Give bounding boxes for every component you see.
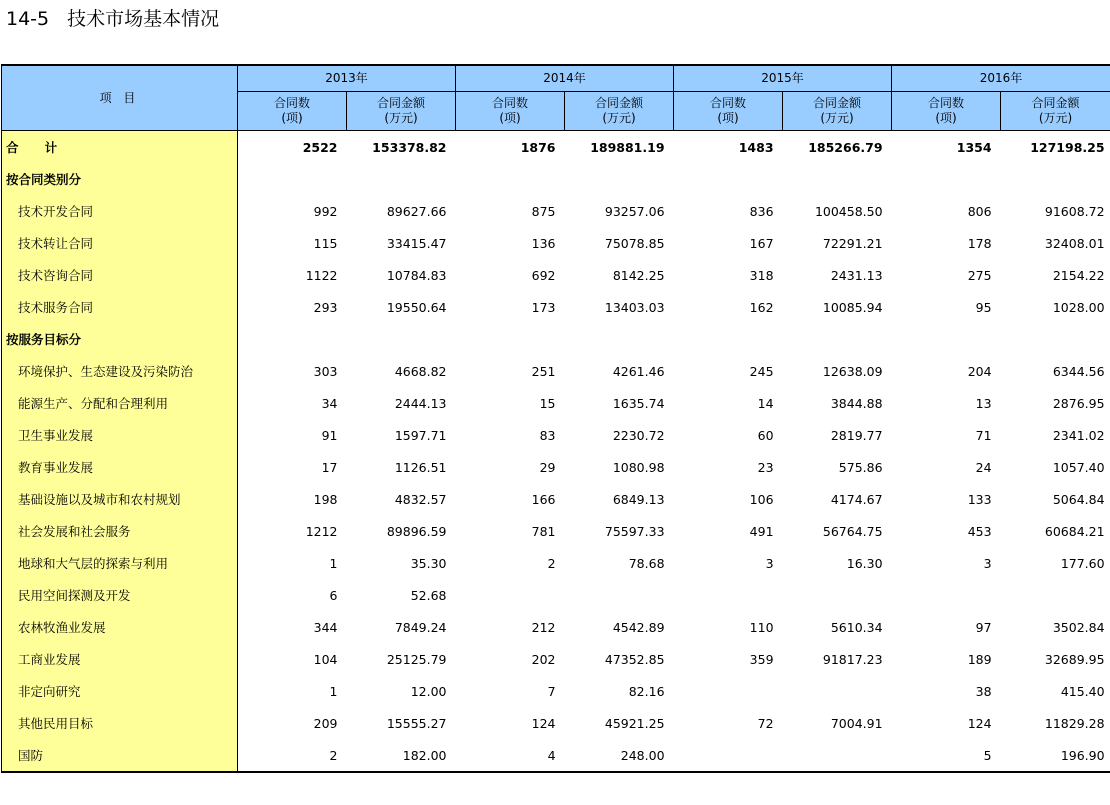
subheader-label: 合同金额 xyxy=(813,96,862,110)
contract-count-cell: 173 xyxy=(531,299,556,315)
row-label: 国防 xyxy=(2,739,238,772)
contract-amount-cell: 4832.57 xyxy=(394,491,447,507)
contract-amount-cell: 4174.67 xyxy=(830,491,883,507)
contract-amount-cell: 10085.94 xyxy=(822,299,883,315)
table-title: 技术市场基本情况 xyxy=(67,8,220,30)
contract-count-cell: 359 xyxy=(749,651,774,667)
contract-count-cell: 491 xyxy=(749,523,774,539)
contract-count-cell: 5 xyxy=(892,739,1001,772)
subheader-unit: (项) xyxy=(717,111,739,125)
subheader-unit: (万元) xyxy=(602,111,636,125)
contract-amount-cell: 1635.74 xyxy=(612,395,665,411)
table-row xyxy=(2,611,1110,643)
contract-count-cell: 692 xyxy=(531,267,556,283)
contract-amount-cell: 1080.98 xyxy=(612,459,665,475)
data-table xyxy=(1,64,1110,773)
contract-amount-cell xyxy=(783,579,892,611)
row-label: 合 计 xyxy=(2,131,238,164)
contract-count-cell xyxy=(456,323,565,355)
subheader-label: 合同金额 xyxy=(1031,96,1080,110)
year-header-2015: 2015年 xyxy=(674,65,892,92)
contract-count-cell xyxy=(456,579,565,611)
subheader-unit: (万元) xyxy=(384,111,418,125)
contract-amount-cell: 1057.40 xyxy=(1052,459,1105,475)
contract-amount-cell: 75078.85 xyxy=(604,235,665,251)
item-column-header: 项 目 xyxy=(2,65,238,131)
contract-count-cell: 72 xyxy=(757,715,774,731)
subheader-label: 合同金额 xyxy=(377,96,426,110)
contract-amount-cell: 91817.23 xyxy=(822,651,883,667)
table-row xyxy=(2,419,1110,451)
contract-count-cell: 1122 xyxy=(305,267,338,283)
page-title xyxy=(6,4,219,34)
contract-amount-cell: 2876.95 xyxy=(1052,395,1105,411)
table-row xyxy=(2,227,1110,259)
contract-amount-header xyxy=(783,92,892,131)
contract-count-cell: 245 xyxy=(749,363,774,379)
contract-amount-cell: 575.86 xyxy=(838,459,883,475)
contract-count-cell: 115 xyxy=(313,235,338,251)
contract-count-cell: 2 xyxy=(547,555,556,571)
table-row xyxy=(2,643,1110,675)
contract-amount-cell: 1597.71 xyxy=(394,427,447,443)
contract-amount-cell: 89627.66 xyxy=(386,203,447,219)
subheader-label: 合同数 xyxy=(710,96,747,110)
contract-amount-cell xyxy=(1001,163,1110,195)
contract-amount-cell xyxy=(783,323,892,355)
table-row xyxy=(2,355,1110,387)
contract-count-cell: 204 xyxy=(967,363,992,379)
contract-count-cell: 275 xyxy=(967,267,992,283)
contract-amount-cell: 32689.95 xyxy=(1044,651,1105,667)
contract-amount-cell: 13403.03 xyxy=(604,299,665,315)
subheader-unit: (项) xyxy=(499,111,521,125)
table-row xyxy=(2,387,1110,419)
contract-count-header xyxy=(892,92,1001,131)
contract-amount-cell xyxy=(347,163,456,195)
contract-amount-cell: 47352.85 xyxy=(604,651,665,667)
row-label: 社会发展和社会服务 xyxy=(2,515,238,547)
contract-count-cell: 106 xyxy=(749,491,774,507)
year-header-2014: 2014年 xyxy=(456,65,674,92)
contract-count-cell: 1 xyxy=(329,555,338,571)
contract-amount-cell: 12.00 xyxy=(410,683,447,699)
contract-count-cell: 104 xyxy=(313,651,338,667)
contract-amount-cell: 91608.72 xyxy=(1044,203,1105,219)
table-header xyxy=(2,65,1110,131)
contract-count-header xyxy=(238,92,347,131)
contract-count-cell xyxy=(674,579,783,611)
contract-count-header xyxy=(456,92,565,131)
contract-amount-cell: 75597.33 xyxy=(604,523,665,539)
contract-amount-cell: 5064.84 xyxy=(1052,491,1105,507)
row-label: 卫生事业发展 xyxy=(2,419,238,451)
contract-count-cell: 95 xyxy=(975,299,992,315)
contract-amount-cell: 7849.24 xyxy=(394,619,447,635)
contract-count-cell: 992 xyxy=(313,203,338,219)
contract-amount-cell: 16.30 xyxy=(846,555,883,571)
row-label: 非定向研究 xyxy=(2,675,238,707)
contract-count-cell: 6 xyxy=(329,587,338,603)
table-row xyxy=(2,675,1110,707)
row-label: 工商业发展 xyxy=(2,643,238,675)
contract-amount-cell: 415.40 xyxy=(1060,683,1105,699)
contract-amount-cell: 1126.51 xyxy=(394,459,447,475)
contract-amount-cell: 2431.13 xyxy=(830,267,883,283)
contract-count-cell: 202 xyxy=(531,651,556,667)
row-label: 基础设施以及城市和农村规划 xyxy=(2,483,238,515)
contract-amount-cell xyxy=(783,675,892,707)
contract-count-cell: 1354 xyxy=(956,139,992,155)
contract-count-cell: 7 xyxy=(547,683,556,699)
contract-count-cell: 23 xyxy=(757,459,774,475)
contract-count-cell: 178 xyxy=(967,235,992,251)
contract-amount-cell: 8142.25 xyxy=(612,267,665,283)
contract-amount-cell: 6344.56 xyxy=(1052,363,1105,379)
contract-amount-cell: 82.16 xyxy=(628,683,665,699)
row-label: 按服务目标分 xyxy=(2,323,238,355)
contract-amount-cell: 5610.34 xyxy=(830,619,883,635)
subheader-label: 合同数 xyxy=(273,96,310,110)
contract-count-cell xyxy=(456,163,565,195)
table-row xyxy=(2,451,1110,483)
row-label: 其他民用目标 xyxy=(2,707,238,739)
contract-count-cell: 303 xyxy=(313,363,338,379)
contract-count-cell: 60 xyxy=(757,427,774,443)
contract-count-cell: 189 xyxy=(967,651,992,667)
contract-amount-cell: 3844.88 xyxy=(830,395,883,411)
contract-amount-cell xyxy=(565,163,674,195)
row-label: 农林牧渔业发展 xyxy=(2,611,238,643)
contract-count-cell: 162 xyxy=(749,299,774,315)
contract-amount-cell: 4261.46 xyxy=(612,363,665,379)
row-label: 技术咨询合同 xyxy=(2,259,238,291)
contract-count-header xyxy=(674,92,783,131)
contract-count-cell: 124 xyxy=(531,715,556,731)
contract-amount-cell: 189881.19 xyxy=(590,139,665,155)
contract-amount-cell: 4668.82 xyxy=(394,363,447,379)
year-header-row xyxy=(2,65,1110,92)
table-row xyxy=(2,547,1110,579)
contract-amount-cell xyxy=(347,323,456,355)
contract-count-cell: 209 xyxy=(313,715,338,731)
contract-count-cell: 2 xyxy=(238,739,347,772)
contract-count-cell: 806 xyxy=(967,203,992,219)
contract-count-cell: 4 xyxy=(456,739,565,772)
table-row xyxy=(2,739,1110,772)
subheader-unit: (项) xyxy=(281,111,303,125)
contract-count-cell: 97 xyxy=(975,619,992,635)
contract-amount-cell: 100458.50 xyxy=(814,203,883,219)
contract-count-cell: 17 xyxy=(321,459,338,475)
contract-count-cell: 83 xyxy=(539,427,556,443)
contract-count-cell xyxy=(892,579,1001,611)
contract-amount-cell: 2230.72 xyxy=(612,427,665,443)
subheader-unit: (万元) xyxy=(1038,111,1073,125)
contract-count-cell: 133 xyxy=(967,491,992,507)
contract-count-cell: 15 xyxy=(539,395,556,411)
row-label: 技术服务合同 xyxy=(2,291,238,323)
contract-amount-cell: 32408.01 xyxy=(1044,235,1105,251)
contract-count-cell: 318 xyxy=(749,267,774,283)
row-label: 地球和大气层的探索与利用 xyxy=(2,547,238,579)
contract-amount-cell: 1028.00 xyxy=(1052,299,1105,315)
table-number: 14-5 xyxy=(6,8,50,30)
contract-amount-cell: 182.00 xyxy=(347,739,456,772)
contract-count-cell: 71 xyxy=(975,427,992,443)
contract-count-cell: 3 xyxy=(983,555,992,571)
contract-amount-cell: 89896.59 xyxy=(386,523,447,539)
contract-count-cell: 1212 xyxy=(305,523,338,539)
contract-amount-cell xyxy=(783,163,892,195)
subheader-unit: (项) xyxy=(935,111,957,125)
contract-amount-cell: 33415.47 xyxy=(386,235,447,251)
contract-amount-cell: 4542.89 xyxy=(612,619,665,635)
contract-amount-cell: 185266.79 xyxy=(808,139,883,155)
contract-amount-cell: 7004.91 xyxy=(830,715,883,731)
contract-amount-cell: 196.90 xyxy=(1001,739,1110,772)
contract-amount-cell: 78.68 xyxy=(628,555,665,571)
contract-count-cell: 24 xyxy=(975,459,992,475)
row-label: 技术转让合同 xyxy=(2,227,238,259)
contract-amount-cell: 127198.25 xyxy=(1030,139,1105,155)
contract-count-cell: 110 xyxy=(749,619,774,635)
table-row xyxy=(2,483,1110,515)
subheader-label: 合同金额 xyxy=(595,96,644,110)
table-row xyxy=(2,195,1110,227)
table-row xyxy=(2,291,1110,323)
table-row xyxy=(2,515,1110,547)
contract-count-cell: 198 xyxy=(313,491,338,507)
year-header-2013: 2013年 xyxy=(238,65,456,92)
contract-count-cell: 1483 xyxy=(738,139,774,155)
contract-amount-cell: 10784.83 xyxy=(386,267,447,283)
year-header-2016: 2016年 xyxy=(892,65,1110,92)
contract-count-cell: 453 xyxy=(967,523,992,539)
contract-count-cell xyxy=(238,323,347,355)
contract-amount-cell: 52.68 xyxy=(410,587,447,603)
contract-amount-cell: 177.60 xyxy=(1060,555,1105,571)
contract-amount-cell: 35.30 xyxy=(410,555,447,571)
contract-count-cell: 166 xyxy=(531,491,556,507)
contract-amount-cell xyxy=(783,739,892,772)
contract-amount-cell: 2341.02 xyxy=(1052,427,1105,443)
contract-count-cell: 251 xyxy=(531,363,556,379)
subheader-label: 合同数 xyxy=(928,96,965,110)
contract-count-cell xyxy=(674,323,783,355)
contract-amount-cell xyxy=(565,579,674,611)
contract-count-cell: 29 xyxy=(539,459,556,475)
contract-amount-header xyxy=(1001,92,1110,131)
contract-amount-header xyxy=(347,92,456,131)
total-row xyxy=(2,131,1110,164)
contract-amount-cell: 56764.75 xyxy=(822,523,883,539)
category-row xyxy=(2,323,1110,355)
contract-amount-header xyxy=(565,92,674,131)
row-label: 技术开发合同 xyxy=(2,195,238,227)
row-label: 民用空间探测及开发 xyxy=(2,579,238,611)
row-label: 环境保护、生态建设及污染防治 xyxy=(2,355,238,387)
contract-amount-cell: 248.00 xyxy=(565,739,674,772)
contract-amount-cell: 15555.27 xyxy=(386,715,447,731)
contract-amount-cell xyxy=(565,323,674,355)
contract-count-cell xyxy=(674,739,783,772)
contract-count-cell: 91 xyxy=(321,427,338,443)
subheader-unit: (万元) xyxy=(820,111,854,125)
contract-amount-cell: 12638.09 xyxy=(822,363,883,379)
contract-amount-cell: 2819.77 xyxy=(830,427,883,443)
row-label: 按合同类别分 xyxy=(2,163,238,195)
contract-count-cell: 3 xyxy=(765,555,774,571)
contract-count-cell xyxy=(674,163,783,195)
contract-count-cell: 212 xyxy=(531,619,556,635)
contract-amount-cell: 6849.13 xyxy=(612,491,665,507)
contract-amount-cell: 2444.13 xyxy=(394,395,447,411)
contract-amount-cell xyxy=(1001,323,1110,355)
contract-count-cell: 167 xyxy=(749,235,774,251)
contract-count-cell: 124 xyxy=(967,715,992,731)
category-row xyxy=(2,163,1110,195)
contract-count-cell: 781 xyxy=(531,523,556,539)
contract-count-cell: 1876 xyxy=(520,139,556,155)
table-row xyxy=(2,707,1110,739)
contract-amount-cell: 72291.21 xyxy=(822,235,883,251)
contract-amount-cell: 60684.21 xyxy=(1044,523,1105,539)
table-row xyxy=(2,259,1110,291)
contract-amount-cell: 25125.79 xyxy=(386,651,447,667)
row-label: 能源生产、分配和合理利用 xyxy=(2,387,238,419)
contract-count-cell xyxy=(892,323,1001,355)
contract-count-cell: 136 xyxy=(531,235,556,251)
contract-amount-cell xyxy=(1001,579,1110,611)
contract-count-cell xyxy=(238,163,347,195)
contract-count-cell: 344 xyxy=(313,619,338,635)
contract-amount-cell: 153378.82 xyxy=(372,139,447,155)
contract-count-cell xyxy=(892,163,1001,195)
table-body xyxy=(2,131,1110,773)
contract-amount-cell: 19550.64 xyxy=(386,299,447,315)
contract-amount-cell: 11829.28 xyxy=(1044,715,1105,731)
contract-count-cell: 836 xyxy=(749,203,774,219)
contract-count-cell: 34 xyxy=(321,395,338,411)
contract-count-cell xyxy=(674,675,783,707)
table-row xyxy=(2,579,1110,611)
contract-count-cell: 293 xyxy=(313,299,338,315)
contract-amount-cell: 3502.84 xyxy=(1052,619,1105,635)
row-label: 教育事业发展 xyxy=(2,451,238,483)
contract-amount-cell: 2154.22 xyxy=(1052,267,1105,283)
contract-count-cell: 1 xyxy=(329,683,338,699)
subheader-label: 合同数 xyxy=(492,96,529,110)
contract-count-cell: 13 xyxy=(975,395,992,411)
contract-count-cell: 38 xyxy=(975,683,992,699)
contract-amount-cell: 93257.06 xyxy=(604,203,665,219)
contract-count-cell: 2522 xyxy=(302,139,338,155)
contract-amount-cell: 45921.25 xyxy=(604,715,665,731)
contract-count-cell: 875 xyxy=(531,203,556,219)
contract-count-cell: 14 xyxy=(757,395,774,411)
